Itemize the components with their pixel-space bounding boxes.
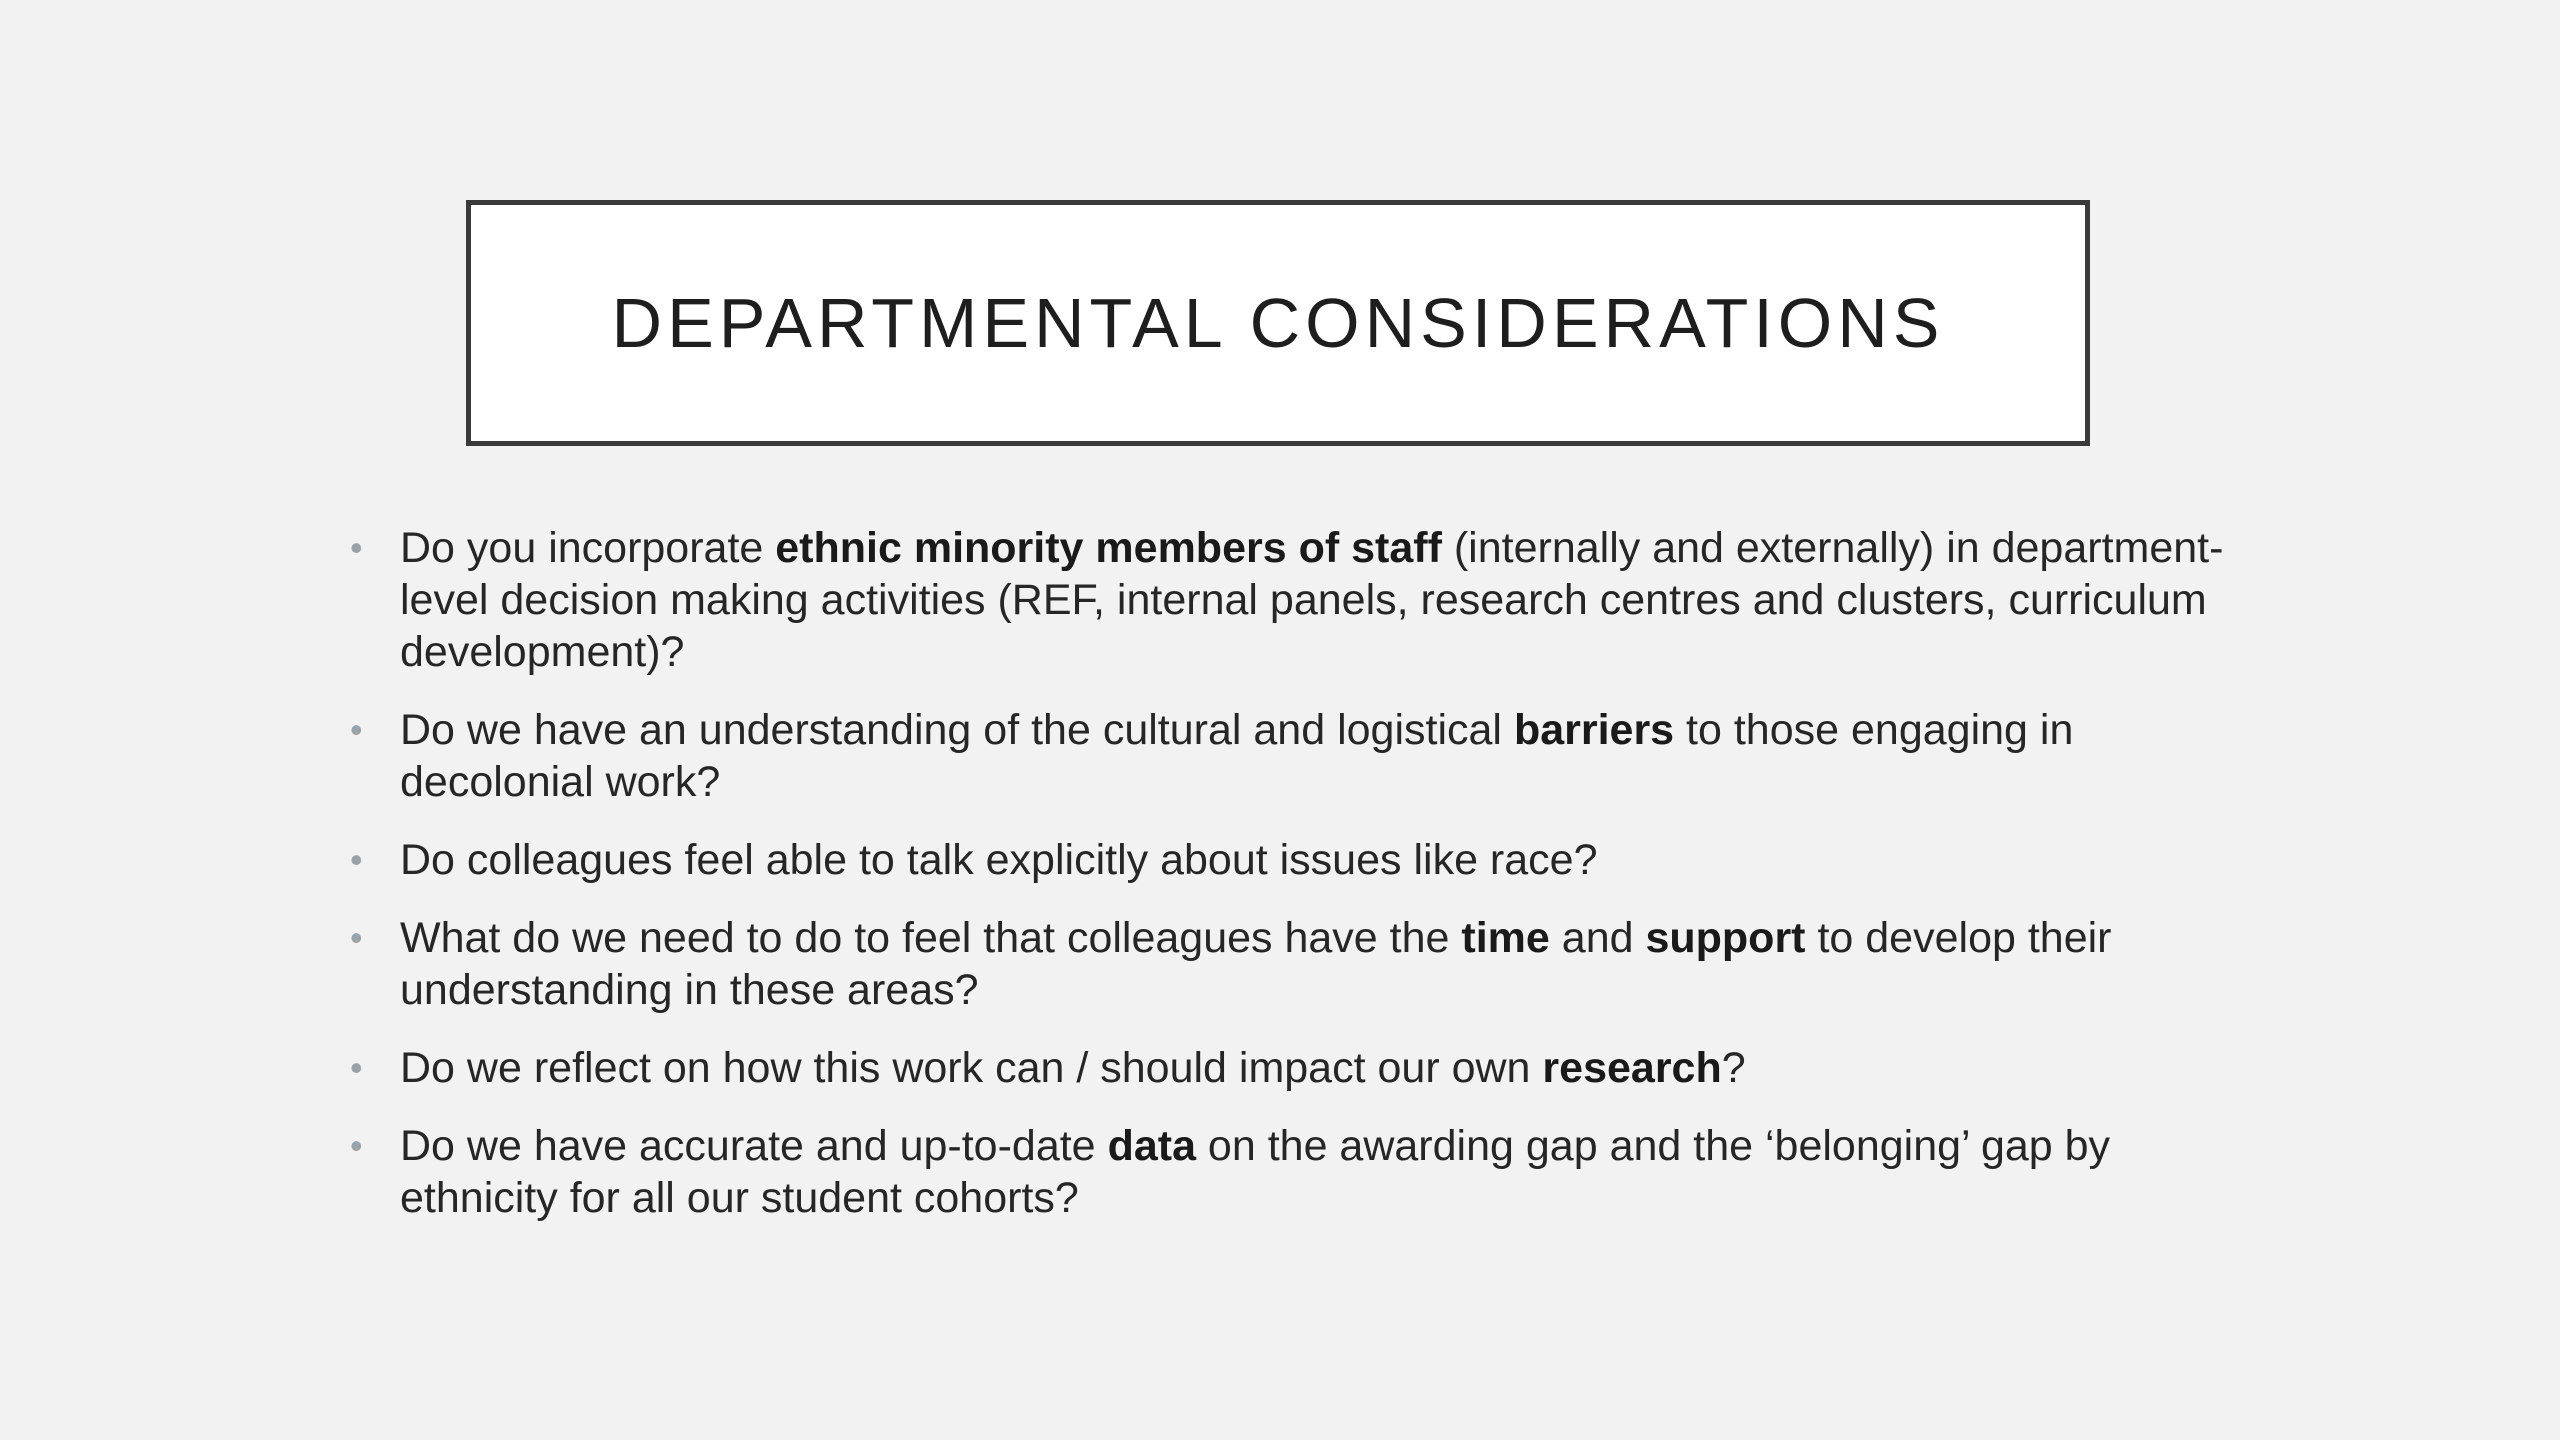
bullet-segment: and — [1549, 914, 1646, 962]
bullet-list — [350, 522, 2230, 1250]
bullet-segment: on the awarding gap and the ‘belonging’ gap by ethnicity for all our student cohorts? — [400, 1122, 2111, 1222]
bullet-emphasis: ethnic minority members of staff — [775, 524, 1442, 572]
bullet-item — [350, 834, 2230, 886]
title-box — [466, 200, 2090, 446]
bullet-segment: ? — [1721, 1044, 1746, 1092]
bullet-emphasis: barriers — [1513, 706, 1675, 754]
bullet-segment: (internally and externally) in department-level decision making activities (REF, internal panels, research centres and clusters, curriculum development)? — [400, 524, 2224, 676]
bullet-dot-icon: • — [350, 839, 363, 880]
bullet-text — [400, 914, 2112, 1014]
bullet-dot-icon: • — [350, 917, 363, 958]
bullet-dot-icon: • — [350, 1047, 363, 1088]
bullet-emphasis: support — [1645, 914, 1806, 962]
bullet-emphasis: time — [1461, 914, 1550, 962]
bullet-text — [400, 524, 2223, 676]
bullet-segment: Do we have accurate and up-to-date — [400, 1122, 1108, 1170]
bullet-emphasis: research — [1542, 1044, 1722, 1092]
bullet-text — [400, 1122, 2110, 1222]
bullet-segment: Do we have an understanding of the cultural and logistical — [400, 706, 1514, 754]
bullet-text — [400, 836, 1598, 884]
bullet-dot-icon: • — [350, 709, 363, 750]
bullet-segment: Do we reflect on how this work can / should impact our own — [400, 1044, 1543, 1092]
bullet-segment: What do we need to do to feel that colleagues have the — [400, 914, 1462, 962]
bullet-item — [350, 1042, 2230, 1094]
bullet-text — [400, 1044, 1746, 1092]
bullet-item — [350, 912, 2230, 1016]
bullet-segment: to those engaging in decolonial work? — [400, 706, 2074, 806]
bullet-item — [350, 704, 2230, 808]
bullet-emphasis: data — [1107, 1122, 1196, 1170]
bullet-item — [350, 522, 2230, 678]
bullet-item — [350, 1120, 2230, 1224]
bullet-text — [400, 706, 2073, 806]
bullet-segment: Do you incorporate — [400, 524, 776, 572]
bullet-segment: Do colleagues feel able to talk explicitly about issues like race? — [400, 836, 1598, 884]
bullet-dot-icon: • — [350, 527, 363, 568]
bullet-segment: to develop their understanding in these areas? — [400, 914, 2112, 1014]
slide-title: DEPARTMENTAL CONSIDERATIONS — [611, 284, 1945, 362]
bullet-dot-icon: • — [350, 1125, 363, 1166]
